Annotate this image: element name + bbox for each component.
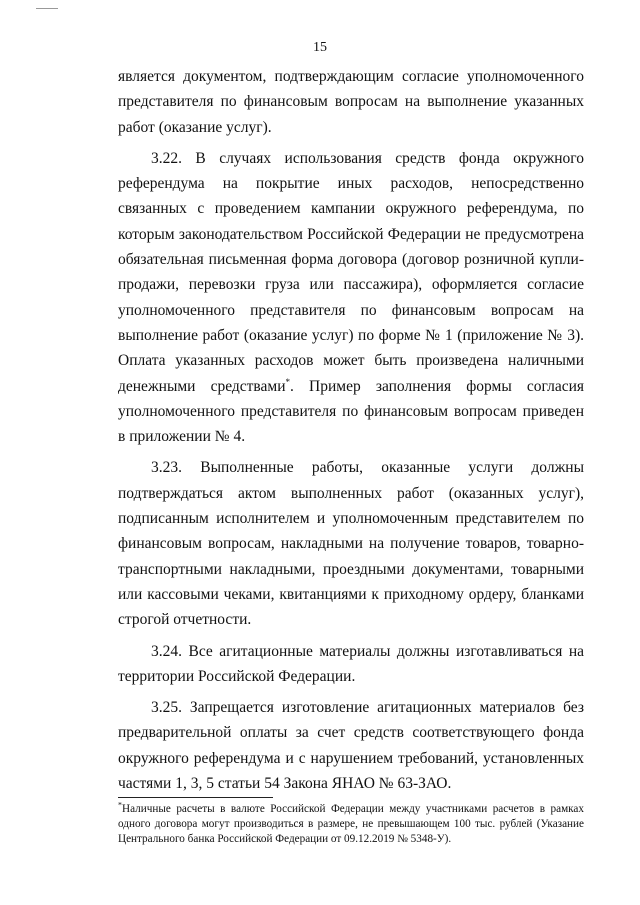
paragraph-3-23: 3.23. Выполненные работы, оказанные услуги должны подтверждаться актом выполненных работ (оказанных услуг), подписанным исполнителем и уполномоченным представителем по финансовым вопросам, накладными на получение товаров, товарно-транспортными накладными, проездными документами, товарными или кассовыми чеками, квитанциями к приходному ордеру, бланками строгой отчетности. xyxy=(118,459,584,629)
paragraph-3-22-text-end: . Пример заполнения формы согласия уполномоченного представителя по финансовым вопросам приведен в приложении № 4. xyxy=(118,377,584,446)
document-body xyxy=(118,64,584,796)
paragraph-3-25: 3.25. Запрещается изготовление агитационных материалов без предварительной оплаты за счет средств соответствующего фонда окружного референдума и с нарушением требований, установленных частями 1, 3, 5 статьи 54 Закона ЯНАО № 63-ЗАО. xyxy=(118,699,584,793)
footnote xyxy=(118,802,584,847)
footnote-mark: * xyxy=(118,800,122,810)
paragraph-3-22 xyxy=(118,146,584,450)
paragraph-continuation: является документом, подтверждающим согласие уполномоченного представителя по финансовым вопросам на выполнение указанных работ (оказание услуг). xyxy=(118,68,584,136)
footnote-separator xyxy=(118,797,273,798)
paragraph-3-22-text: 3.22. В случаях использования средств фонда окружного референдума на покрытие иных расходов, непосредственно связанных с проведением кампании окружного референдума, по которым законодательством Российской Федерации не предусмотрена обязательная письменная форма договора (договор розничной купли-продажи, перевозки груза или пассажира), оформляется согласие уполномоченного представителя по финансовым вопросам на выполнение работ (оказание услуг) по форме № 1 (приложение № 3). Оплата указанных расходов может быть произведена наличными денежными средствами xyxy=(118,149,584,395)
footnote-text: Наличные расчеты в валюте Российской Федерации между участниками расчетов в рамках одного договора могут производиться в размере, не превышающем 100 тыс. рублей (Указание Центрального банка Российской Федерации от 09.12.2019 № 5348-У). xyxy=(118,803,584,845)
footnote-reference-mark: * xyxy=(285,376,291,387)
corner-mark xyxy=(36,8,58,9)
paragraph-3-24: 3.24. Все агитационные материалы должны изготавливаться на территории Российской Федерации. xyxy=(118,642,584,685)
page-number: 15 xyxy=(313,40,327,55)
